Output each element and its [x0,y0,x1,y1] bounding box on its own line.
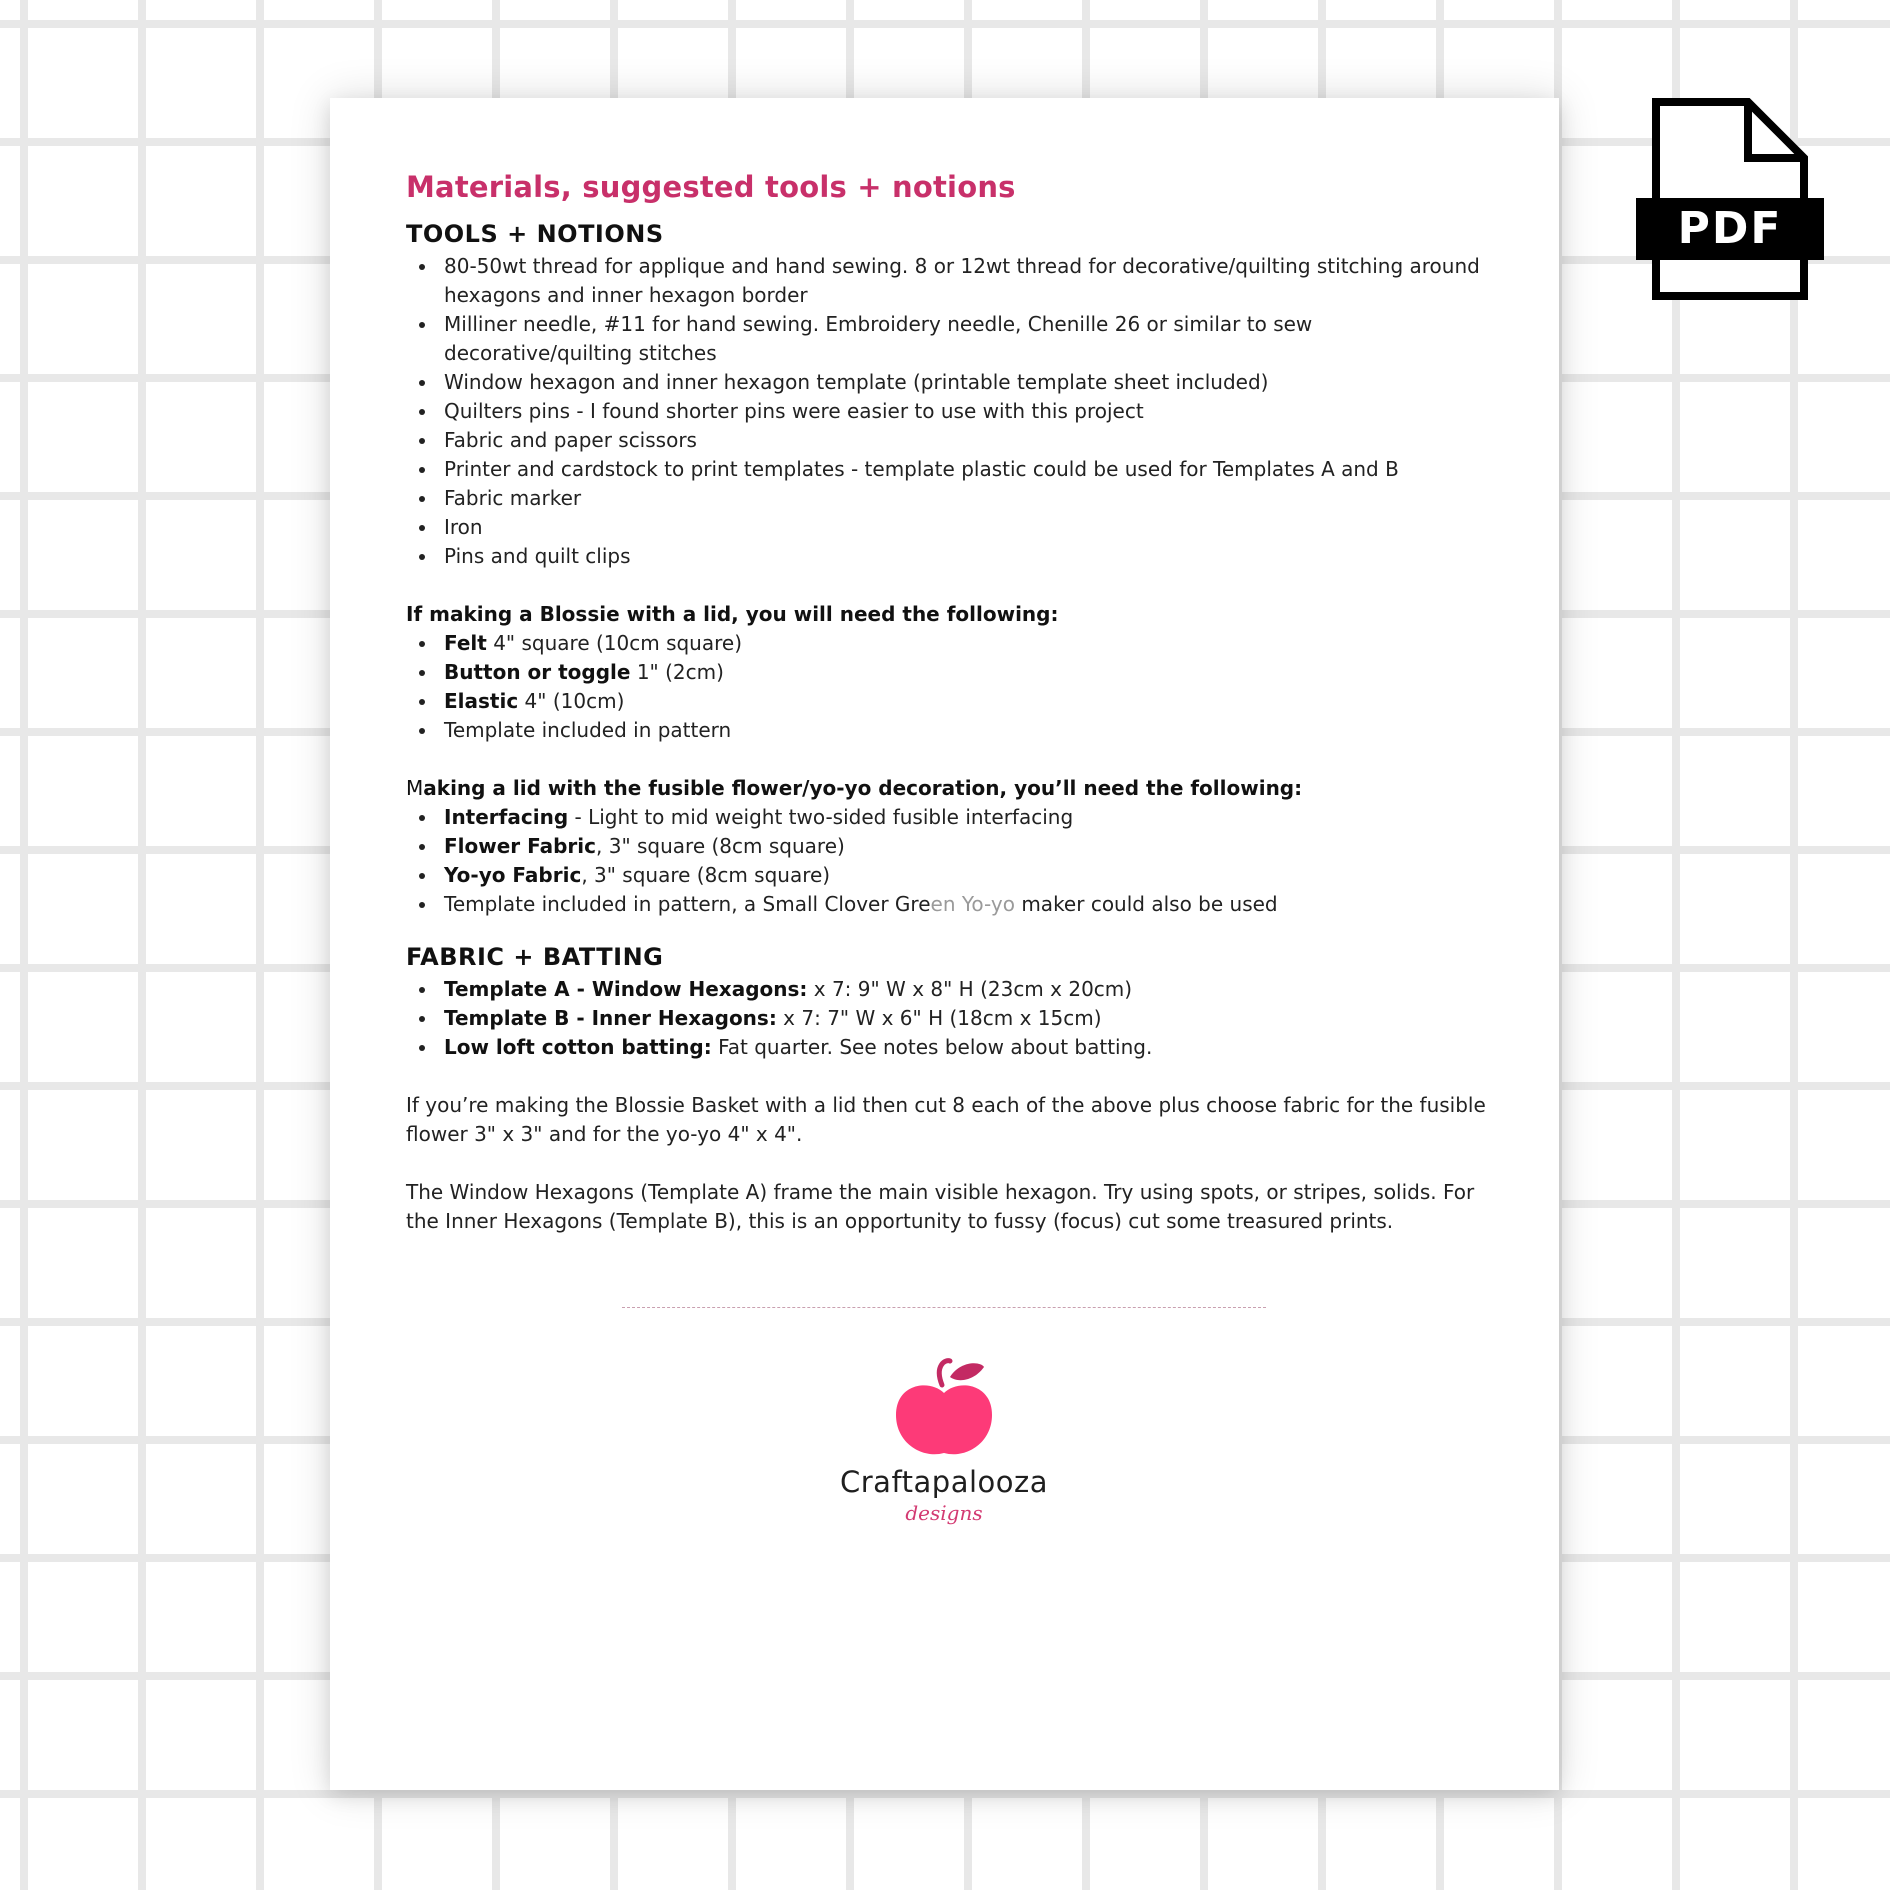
item-bold: Elastic [444,689,519,713]
list-item [406,832,1496,861]
item-bold: Yo-yo Fabric [444,863,582,887]
list-item [406,658,1496,687]
list-item [406,890,1496,919]
item-text: Template included in pattern, a Small Clover Gre [444,892,931,916]
item-bold: Low loft cotton batting: [444,1035,712,1059]
item-text: x 7: 9" W x 8" H (23cm x 20cm) [807,977,1133,1001]
list-item [406,1033,1496,1062]
document-content [406,170,1496,1236]
brand-name: Craftapalooza [840,1465,1048,1499]
pdf-label: PDF [1677,203,1783,254]
item-text: maker could also be used [1014,892,1278,916]
list-item [406,687,1496,716]
list-item [406,629,1496,658]
item-bold: Button or toggle [444,660,631,684]
page-title: Materials, suggested tools + notions [406,170,1016,204]
list-item: Milliner needle, #11 for hand sewing. Embroidery needle, Chenille 26 or similar to sew decorative/quilting stitches [406,310,1496,368]
flower-list [406,803,1496,919]
paragraph-hexagon-note: The Window Hexagons (Template A) frame the main visible hexagon. Try using spots, or stripes, solids. For the Inner Hexagons (Template B), this is an opportunity to fussy (focus) cut some treasured prints. [406,1180,1475,1233]
list-item [406,1004,1496,1033]
list-item: Fabric and paper scissors [406,426,1496,455]
brand-subtitle: designs [905,1501,983,1525]
list-item [406,861,1496,890]
fabric-heading: FABRIC + BATTING [406,943,664,971]
item-bold: Template B - Inner Hexagons: [444,1006,777,1030]
item-bold: Flower Fabric [444,834,597,858]
lid-list [406,629,1496,745]
item-text-faded: en Yo-yo [930,892,1015,916]
flower-heading-rest: aking a lid with the fusible flower/yo-yo decoration, you’ll need the following: [423,776,1303,800]
brand-logo [834,1355,1054,1545]
item-bold: Interfacing [444,805,569,829]
flower-heading [406,774,1496,803]
item-bold: Felt [444,631,487,655]
item-text: , 3" square (8cm square) [596,834,845,858]
item-text: x 7: 7" W x 6" H (18cm x 15cm) [776,1006,1102,1030]
fabric-list [406,975,1496,1062]
tools-list [406,252,1496,571]
item-text: 4" square (10cm square) [486,631,742,655]
list-item: 80-50wt thread for applique and hand sewing. 8 or 12wt thread for decorative/quilting stitching around hexagons and inner hexagon border [406,252,1496,310]
list-item: Quilters pins - I found shorter pins were easier to use with this project [406,397,1496,426]
item-text: Fat quarter. See notes below about batting. [711,1035,1153,1059]
list-item [406,803,1496,832]
list-item: Pins and quilt clips [406,542,1496,571]
item-text: , 3" square (8cm square) [581,863,831,887]
list-item: Iron [406,513,1496,542]
item-text: 1" (2cm) [630,660,724,684]
list-item: Fabric marker [406,484,1496,513]
pdf-file-icon [1636,98,1824,300]
item-text: Template included in pattern [444,718,732,742]
spacer [406,919,1496,943]
list-item: Window hexagon and inner hexagon template (printable template sheet included) [406,368,1496,397]
list-item: Printer and cardstock to print templates - template plastic could be used for Templates A and B [406,455,1496,484]
list-item [406,975,1496,1004]
paragraph-lid-note: If you’re making the Blossie Basket with a lid then cut 8 each of the above plus choose fabric for the fusible flower 3" x 3" and for the yo-yo 4" x 4". [406,1093,1486,1146]
dashed-divider [622,1307,1266,1308]
flower-heading-initial: M [406,776,424,800]
item-bold: Template A - Window Hexagons: [444,977,808,1001]
apple-icon [834,1355,1054,1465]
document-page [330,98,1559,1790]
tools-heading: TOOLS + NOTIONS [406,220,664,248]
lid-heading: If making a Blossie with a lid, you will need the following: [406,602,1059,626]
item-text: - Light to mid weight two-sided fusible interfacing [568,805,1074,829]
list-item [406,716,1496,745]
item-text: 4" (10cm) [518,689,625,713]
